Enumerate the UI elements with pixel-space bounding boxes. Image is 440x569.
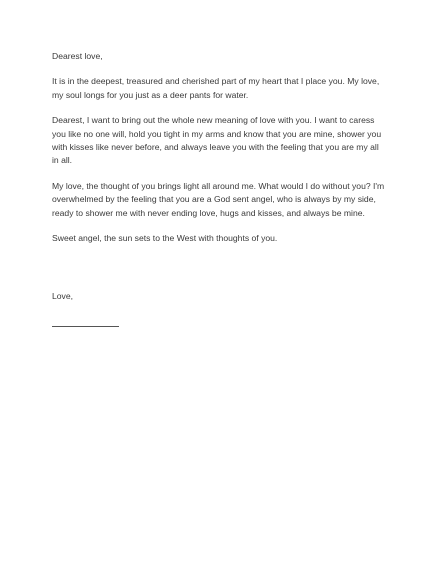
paragraph-4: Sweet angel, the sun sets to the West with thoughts of you. (52, 233, 278, 244)
salutation: Dearest love, (52, 51, 103, 61)
closing: Love, (52, 291, 74, 301)
paragraph-1: It is in the deepest, treasured and cherished part of my heart that I place you. My love, my soul longs for you just as a deer pants for water. (52, 76, 380, 100)
paragraph-2: Dearest, I want to bring out the whole new meaning of love with you. I want to caress you like no one will, hold you tight in my arms and know that you are mine, shower you with kisses like never before, and always leave you with the feeling that you are my all in all. (52, 115, 382, 166)
paragraph-3: My love, the thought of you brings light all around me. What would I do without you? I'm overwhelmed by the feeling that you are a God sent angel, who is always by my side, ready to shower me with never ending love, hugs and kisses, and always be mine. (52, 180, 385, 218)
signature-line (52, 326, 119, 327)
letter-body (52, 50, 392, 257)
